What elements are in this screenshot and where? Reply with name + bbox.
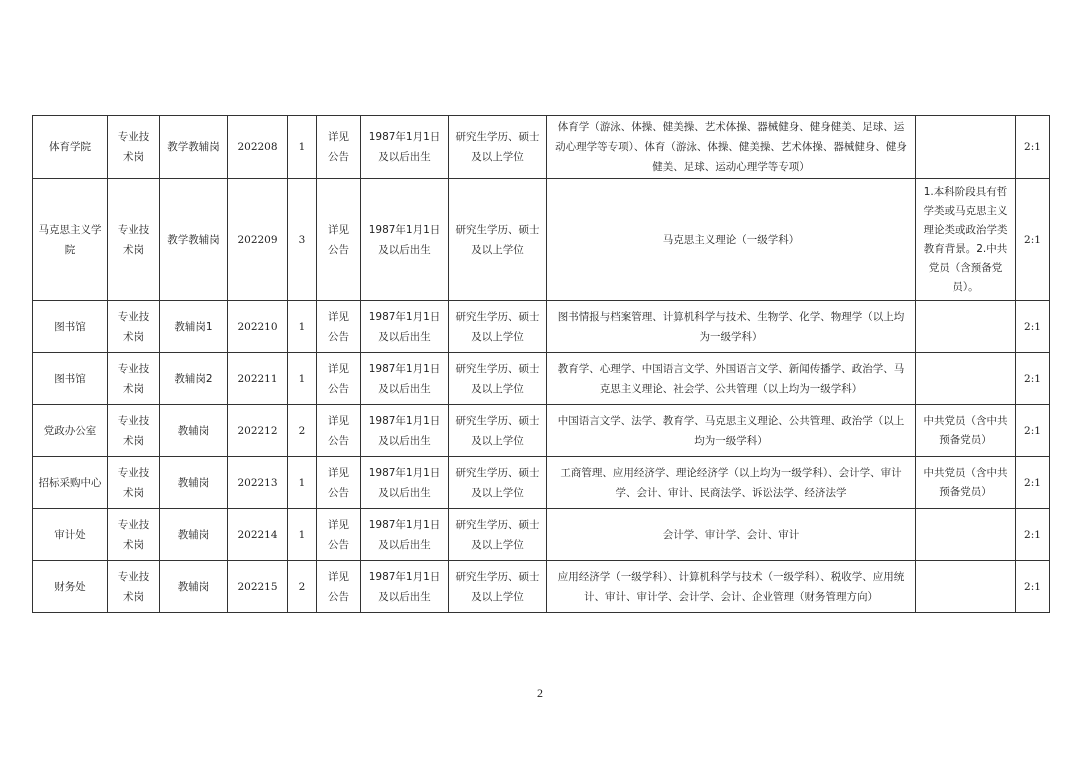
age-req-line1: 详见 [328, 570, 349, 583]
cell-age-requirement [317, 116, 361, 179]
table-row [33, 509, 1050, 561]
cell-count: 1 [288, 457, 317, 509]
cell-birth: 1987年1月1日及以后出生 [361, 179, 449, 301]
cell-unit: 图书馆 [33, 301, 108, 353]
cell-unit: 财务处 [33, 561, 108, 613]
cell-education: 研究生学历、硕士及以上学位 [449, 457, 547, 509]
cell-major: 中国语言文学、法学、教育学、马克思主义理论、公共管理、政治学（以上均为一级学科） [547, 405, 916, 457]
age-req-line1: 详见 [328, 362, 349, 375]
table-row [33, 116, 1050, 179]
cell-birth: 1987年1月1日及以后出生 [361, 457, 449, 509]
age-req-line2: 公告 [328, 382, 349, 395]
cell-remarks: 1.本科阶段具有哲学类或马克思主义理论类或政治学类教育背景。2.中共党员（含预备党员）。 [916, 179, 1016, 301]
cell-education: 研究生学历、硕士及以上学位 [449, 301, 547, 353]
cell-unit: 招标采购中心 [33, 457, 108, 509]
cell-count: 1 [288, 509, 317, 561]
cell-unit: 马克思主义学院 [33, 179, 108, 301]
cell-education: 研究生学历、硕士及以上学位 [449, 179, 547, 301]
cell-age-requirement [317, 405, 361, 457]
table-body [33, 116, 1050, 613]
cell-birth: 1987年1月1日及以后出生 [361, 301, 449, 353]
cell-category: 专业技术岗 [108, 179, 160, 301]
cell-post: 教辅岗1 [160, 301, 228, 353]
cell-birth: 1987年1月1日及以后出生 [361, 353, 449, 405]
cell-code: 202208 [228, 116, 288, 179]
cell-ratio: 2:1 [1016, 301, 1050, 353]
cell-count: 2 [288, 405, 317, 457]
cell-ratio: 2:1 [1016, 561, 1050, 613]
cell-major: 图书情报与档案管理、计算机科学与技术、生物学、化学、物理学（以上均为一级学科） [547, 301, 916, 353]
cell-count: 1 [288, 116, 317, 179]
table-row [33, 457, 1050, 509]
table-row [33, 405, 1050, 457]
cell-code: 202213 [228, 457, 288, 509]
cell-birth: 1987年1月1日及以后出生 [361, 405, 449, 457]
cell-major: 教育学、心理学、中国语言文学、外国语言文学、新闻传播学、政治学、马克思主义理论、社会学、公共管理（以上均为一级学科） [547, 353, 916, 405]
cell-remarks [916, 116, 1016, 179]
cell-ratio: 2:1 [1016, 353, 1050, 405]
cell-age-requirement [317, 509, 361, 561]
cell-category: 专业技术岗 [108, 509, 160, 561]
cell-major: 会计学、审计学、会计、审计 [547, 509, 916, 561]
cell-post: 教辅岗2 [160, 353, 228, 405]
cell-major: 马克思主义理论（一级学科） [547, 179, 916, 301]
cell-remarks: 中共党员（含中共预备党员） [916, 405, 1016, 457]
cell-age-requirement [317, 457, 361, 509]
cell-major: 应用经济学（一级学科）、计算机科学与技术（一级学科）、税收学、应用统计、审计、审计学、会计学、会计、企业管理（财务管理方向） [547, 561, 916, 613]
table-row [33, 179, 1050, 301]
cell-age-requirement [317, 561, 361, 613]
cell-ratio: 2:1 [1016, 405, 1050, 457]
cell-remarks [916, 509, 1016, 561]
cell-education: 研究生学历、硕士及以上学位 [449, 353, 547, 405]
table-row [33, 353, 1050, 405]
cell-unit: 图书馆 [33, 353, 108, 405]
cell-count: 2 [288, 561, 317, 613]
age-req-line1: 详见 [328, 414, 349, 427]
cell-age-requirement [317, 301, 361, 353]
cell-category: 专业技术岗 [108, 457, 160, 509]
cell-count: 1 [288, 353, 317, 405]
cell-code: 202211 [228, 353, 288, 405]
age-req-line2: 公告 [328, 330, 349, 343]
age-req-line1: 详见 [328, 223, 349, 236]
cell-remarks: 中共党员（含中共预备党员） [916, 457, 1016, 509]
table-row [33, 301, 1050, 353]
cell-post: 教辅岗 [160, 561, 228, 613]
page-number: 2 [537, 686, 543, 700]
cell-category: 专业技术岗 [108, 116, 160, 179]
age-req-line1: 详见 [328, 518, 349, 531]
cell-unit: 党政办公室 [33, 405, 108, 457]
cell-unit: 体育学院 [33, 116, 108, 179]
table-row [33, 561, 1050, 613]
cell-count: 3 [288, 179, 317, 301]
cell-ratio: 2:1 [1016, 116, 1050, 179]
cell-post: 教辅岗 [160, 405, 228, 457]
cell-code: 202210 [228, 301, 288, 353]
cell-category: 专业技术岗 [108, 405, 160, 457]
cell-birth: 1987年1月1日及以后出生 [361, 509, 449, 561]
cell-education: 研究生学历、硕士及以上学位 [449, 509, 547, 561]
cell-category: 专业技术岗 [108, 353, 160, 405]
cell-age-requirement [317, 353, 361, 405]
cell-category: 专业技术岗 [108, 561, 160, 613]
cell-unit: 审计处 [33, 509, 108, 561]
recruitment-table [32, 115, 1050, 613]
age-req-line1: 详见 [328, 310, 349, 323]
age-req-line2: 公告 [328, 590, 349, 603]
age-req-line2: 公告 [328, 434, 349, 447]
cell-education: 研究生学历、硕士及以上学位 [449, 561, 547, 613]
cell-category: 专业技术岗 [108, 301, 160, 353]
cell-remarks [916, 353, 1016, 405]
cell-birth: 1987年1月1日及以后出生 [361, 561, 449, 613]
cell-education: 研究生学历、硕士及以上学位 [449, 116, 547, 179]
cell-code: 202209 [228, 179, 288, 301]
cell-count: 1 [288, 301, 317, 353]
cell-ratio: 2:1 [1016, 509, 1050, 561]
cell-age-requirement [317, 179, 361, 301]
cell-birth: 1987年1月1日及以后出生 [361, 116, 449, 179]
cell-code: 202214 [228, 509, 288, 561]
age-req-line2: 公告 [328, 486, 349, 499]
cell-remarks [916, 301, 1016, 353]
cell-code: 202215 [228, 561, 288, 613]
cell-post: 教学教辅岗 [160, 116, 228, 179]
cell-post: 教辅岗 [160, 457, 228, 509]
age-req-line1: 详见 [328, 466, 349, 479]
cell-ratio: 2:1 [1016, 457, 1050, 509]
cell-major: 体育学（游泳、体操、健美操、艺术体操、器械健身、健身健美、足球、运动心理学等专项）、体育（游泳、体操、健美操、艺术体操、器械健身、健身健美、足球、运动心理学等专项） [547, 116, 916, 179]
cell-code: 202212 [228, 405, 288, 457]
cell-education: 研究生学历、硕士及以上学位 [449, 405, 547, 457]
cell-ratio: 2:1 [1016, 179, 1050, 301]
age-req-line2: 公告 [328, 243, 349, 256]
cell-post: 教辅岗 [160, 509, 228, 561]
age-req-line1: 详见 [328, 131, 349, 143]
age-req-line2: 公告 [328, 151, 349, 163]
cell-remarks [916, 561, 1016, 613]
age-req-line2: 公告 [328, 538, 349, 551]
cell-post: 教学教辅岗 [160, 179, 228, 301]
cell-major: 工商管理、应用经济学、理论经济学（以上均为一级学科）、会计学、审计学、会计、审计、民商法学、诉讼法学、经济法学 [547, 457, 916, 509]
